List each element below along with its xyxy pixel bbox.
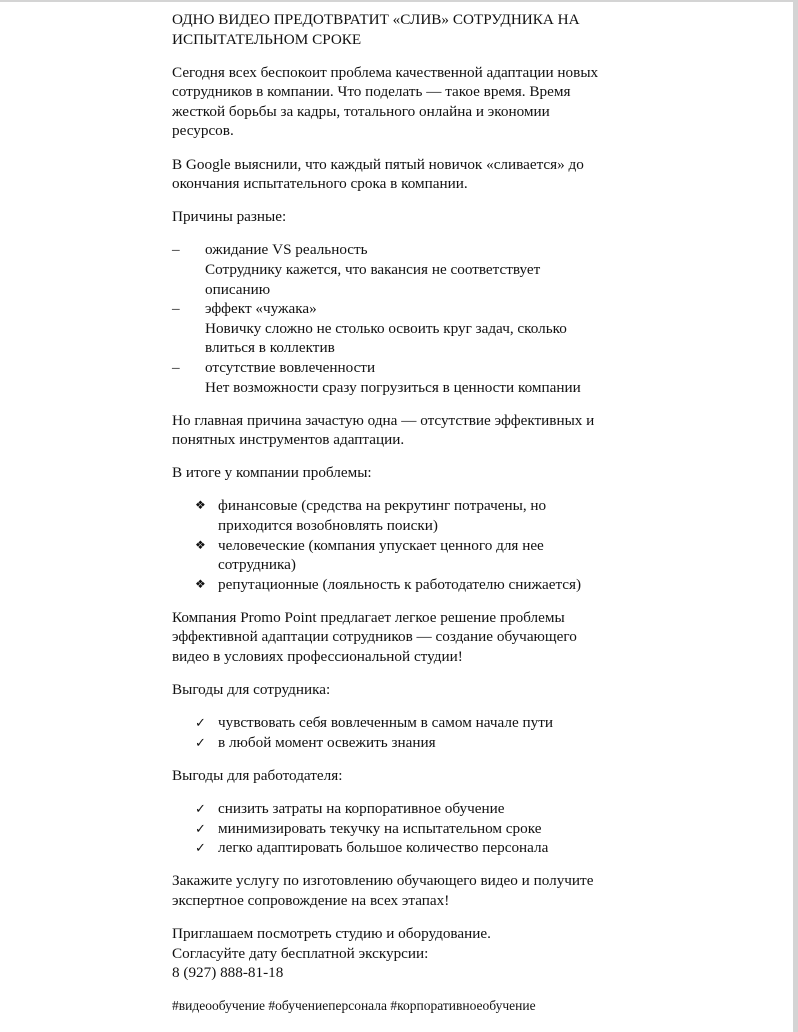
text-line: В Google выяснили, что каждый пятый новичок «сливается» до xyxy=(172,155,584,173)
text-line: ИСПЫТАТЕЛЬНОМ СРОКЕ xyxy=(172,30,362,48)
problems-heading: В итоге у компании проблемы: xyxy=(172,464,372,482)
checkmark-icon: ✓ xyxy=(195,801,206,816)
list-item xyxy=(172,536,632,575)
text-line: Приглашаем посмотреть студию и оборудование. xyxy=(172,924,491,942)
text-line: видео в условиях профессиональной студии! xyxy=(172,648,463,666)
checkmark-icon: ✓ xyxy=(195,840,206,856)
document-page xyxy=(0,2,793,1032)
list-item-line: влиться в коллектив xyxy=(205,339,335,357)
employer-benefits-heading: Выгоды для работодателя: xyxy=(172,766,343,784)
list-item-line: Сотруднику кажется, что вакансия не соответствует xyxy=(205,260,541,278)
list-item-line: в любой момент освежить знания xyxy=(218,733,436,751)
list-item-line: Нет возможности сразу погрузиться в ценности компании xyxy=(205,378,581,396)
text-line: экспертное сопровождение на всех этапах! xyxy=(172,891,450,909)
list-item-line: отсутствие вовлеченности xyxy=(205,358,376,376)
intro-paragraph xyxy=(172,63,632,141)
list-item xyxy=(172,496,632,535)
list-item-line: приходится возобновлять поиски) xyxy=(218,516,438,534)
document-title xyxy=(172,10,632,49)
text-line: жесткой борьбы за кадры, тотального онлайна и экономии xyxy=(172,102,550,120)
list-item xyxy=(172,575,632,595)
main-reason-paragraph xyxy=(172,411,632,450)
list-item-line: репутационные (лояльность к работодателю снижается) xyxy=(218,575,582,593)
list-item xyxy=(172,819,632,839)
text-line: Компания Promo Point предлагает легкое решение проблемы xyxy=(172,608,565,626)
list-item xyxy=(172,713,632,733)
problems-list xyxy=(172,496,632,594)
list-item-line: минимизировать текучку на испытательном сроке xyxy=(218,819,542,837)
document-body xyxy=(172,10,632,1029)
checkmark-icon: ✓ xyxy=(195,734,206,750)
text-line: Закажите услугу по изготовлению обучающего видео и получите xyxy=(172,872,594,890)
checkmark-icon: ✓ xyxy=(195,715,206,731)
offer-paragraph xyxy=(172,608,632,667)
list-item-line: сотрудника) xyxy=(218,556,296,574)
text-line: Но главная причина зачастую одна — отсутствие эффективных и xyxy=(172,411,595,429)
dash-bullet: – xyxy=(172,358,180,376)
list-item-line: ожидание VS реальность xyxy=(205,241,368,259)
diamond-bullet-icon: ❖ xyxy=(195,498,206,513)
employee-benefits-heading: Выгоды для сотрудника: xyxy=(172,681,331,699)
list-item xyxy=(172,799,632,819)
list-item-line: эффект «чужака» xyxy=(205,300,317,318)
text-line: #видеообучение #обучениеперсонала #корпоративноеобучение xyxy=(172,998,536,1014)
list-item-line: Новичку сложно не столько освоить круг задач, сколько xyxy=(205,319,567,337)
text-line: Сегодня всех беспокоит проблема качественной адаптации новых xyxy=(172,63,599,81)
list-item xyxy=(172,299,632,358)
hashtags xyxy=(172,996,632,1016)
google-paragraph xyxy=(172,155,632,194)
diamond-bullet-icon: ❖ xyxy=(195,537,206,552)
reasons-heading: Причины разные: xyxy=(172,208,287,226)
text-line: понятных инструментов адаптации. xyxy=(172,431,405,449)
list-item xyxy=(172,240,632,299)
dash-bullet: – xyxy=(172,241,180,259)
list-item-line: легко адаптировать большое количество персонала xyxy=(218,839,549,857)
list-item xyxy=(172,358,632,397)
list-item-line: описанию xyxy=(205,280,271,298)
list-item xyxy=(172,733,632,753)
cta-paragraph xyxy=(172,871,632,910)
text-line: Согласуйте дату бесплатной экскурсии: xyxy=(172,944,429,962)
list-item-line: снизить затраты на корпоративное обучение xyxy=(218,800,505,817)
diamond-bullet-icon: ❖ xyxy=(195,576,206,591)
list-item xyxy=(172,838,632,858)
text-line: ОДНО ВИДЕО ПРЕДОТВРАТИТ «СЛИВ» СОТРУДНИКА НА xyxy=(172,11,580,28)
employee-benefits-list xyxy=(172,713,632,752)
list-item-line: финансовые (средства на рекрутинг потрачены, но xyxy=(218,497,547,515)
text-line: 8 (927) 888-81-18 xyxy=(172,964,284,982)
list-item-line: человеческие (компания упускает ценного для нее xyxy=(218,536,544,554)
text-line: сотрудников в компании. Что поделать — такое время. Время xyxy=(172,83,571,101)
dash-bullet: – xyxy=(172,300,180,318)
invite-paragraph xyxy=(172,924,632,983)
text-line: окончания испытательного срока в компании. xyxy=(172,175,468,193)
checkmark-icon: ✓ xyxy=(195,820,206,836)
text-line: ресурсов. xyxy=(172,122,234,140)
text-line: эффективной адаптации сотрудников — создание обучающего xyxy=(172,628,577,646)
employer-benefits-list xyxy=(172,799,632,858)
reasons-list xyxy=(172,240,632,397)
list-item-line: чувствовать себя вовлеченным в самом начале пути xyxy=(218,714,553,732)
